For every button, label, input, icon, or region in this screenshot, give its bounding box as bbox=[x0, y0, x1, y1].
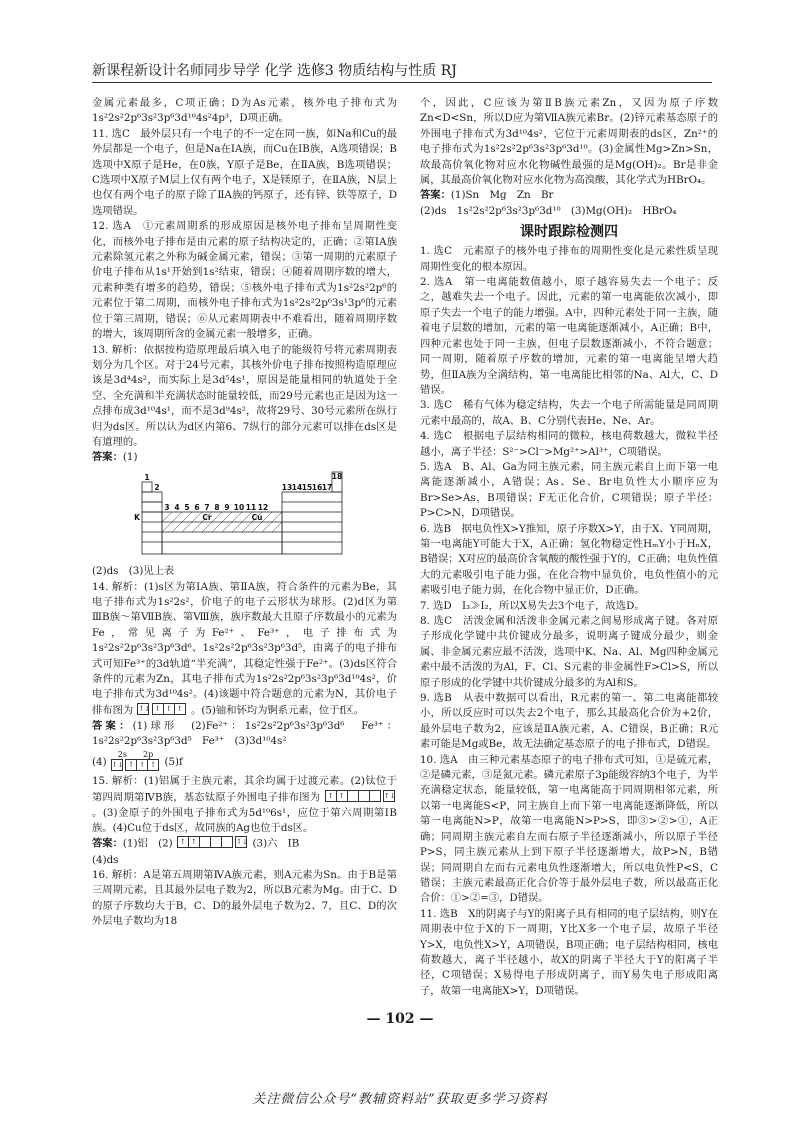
group-number: 11 bbox=[245, 502, 257, 512]
orbital-diagram-N-answer bbox=[112, 750, 159, 774]
answer-text: 。(3)金原子的外围电子排布式为5d¹⁰6s¹，应位于第六周期第ⅠB族。(4)Cu位于ds区，故同族的Ag也位于ds区。 bbox=[92, 806, 397, 835]
answer-13-parts: (2)ds (3)见上表 bbox=[92, 565, 175, 578]
orbital-box-2p: ↑ bbox=[125, 759, 137, 771]
answer-part: (1)球形 (2)Fe²⁺：1s²2s²2p⁶3s²3p⁶3d⁶ Fe³⁺：1s²2s²2p⁶3s²3p⁶3d⁵ Fe³⁺ (3)3d¹⁰4s² bbox=[92, 719, 397, 748]
orbital-box-3d: ↑ bbox=[336, 790, 348, 802]
answer-label: 答案： bbox=[92, 838, 123, 851]
question-8: 8. 选C 活泼金属和活泼非金属元素之间易形成离子键。各对原子形成化学键中共价键成分最多，说明离子键成分最少，则金属、非金属元素应最不活泼，选项中K、Na、Al、Mg四种金属元素中最不活泼的为Al，F、Cl、S元素的非金属性F>Cl>S，所以原子形成的化学键中共价键成分最多的为Al和S。 bbox=[420, 615, 718, 689]
answer-16: 16. 解析：A是第五周期第ⅣA族元素，则A元素为Sn。由于B是第三周期元素，且其最外层电子数为2，所以B元素为Mg。由于C、D的原子序数均大于B，C、D的最外层电子数为2、7，且C、D的次外层电子数均为18 bbox=[92, 868, 397, 928]
footer-watermark: 关注微信公众号“教辅资料站”获取更多学习资料 bbox=[252, 1092, 548, 1107]
group-number: 3 bbox=[164, 502, 170, 512]
table-cell bbox=[142, 482, 152, 492]
answer-part: (5)f bbox=[164, 755, 183, 768]
table-cell bbox=[142, 502, 162, 512]
answer-part: (1) bbox=[122, 451, 138, 464]
question-2: 2. 选A 第一电离能数值越小，原子越容易失去一个电子；反之，越难失去一个电子。因此，元素的第一电离能依次减小，即原子失去一个电子的能力增强。A中，四种元素处于同一主族，随着电子层数的增加，元素的第一电离能逐渐减小，A正确；B中，四种元素也处于同一主族，但电子层数逐渐减小，不符合题意；同一周期，随着原子序数的增加，元素的第一电离能呈增大趋势，但ⅡA族为全满结构，第一电离能比相邻的Na、Al大，C、D错误。 bbox=[420, 276, 718, 396]
question-9: 9. 选B 从表中数据可以看出，R元素的第一、第二电离能都较小，所以反应时可以失去2个电子，那么其最高化合价为+2价，最外层电子数为2，应该是ⅡA族元素，A、C错误，B正确；R元素可能是Mg或Be，故无法确定基态原子的电子排布式，D错误。 bbox=[420, 692, 718, 751]
element-label: Cr bbox=[202, 512, 212, 522]
answer-15 bbox=[92, 774, 397, 836]
table-cell bbox=[282, 492, 342, 554]
answer-text: 14. 解析：(1)s区为第ⅠA族、第ⅡA族，符合条件的元素为Be，其电子排布式为1s²2s²，价电子的电子云形状为球形。(2)d区为第ⅢB族～第ⅦB族、第Ⅷ族，族序数最大且原子序数最小的元素为Fe，常见离子为Fe²⁺、Fe³⁺，电子排布式为1s²2s²2p⁶3s²3p⁶3d⁶、1s²2s²2p⁶3s²3p⁶3d⁵，由离子的电子排布式可知Fe³⁺的3d轨道“半充满”，其稳定性强于Fe²⁺。(3)ds区符合条件的元素为Zn，其电子排布式为1s²2s²2p⁶3s²3p⁶3d¹⁰4s²，价电子排布式为3d¹⁰4s²。(4)该题中符合题意的元素为N，其价电子排布图为 bbox=[92, 580, 397, 717]
group-number: 7 bbox=[204, 502, 210, 512]
question-11: 11. 选B X的阴离子与Y的阳离子具有相同的电子层结构，则Y在周期表中位于X的下一周期，Y比X多一个电子层，故原子半径Y>X，电负性X>Y，A项错误，B项正确；电子层结构相同，核电荷数越大，离子半径越小，故X的阴离子半径大于Y的阳离子半径，C项错误；X易得电子形成阴离子，而Y易失电子形成阳离子，故第一电离能X>Y，D项错误。 bbox=[420, 907, 718, 997]
group-number: 1 bbox=[144, 472, 150, 482]
answer-14-result-2 bbox=[92, 750, 397, 774]
paragraph: 金属元素最多，C项正确；D为As元素，核外电子排布式为1s²2s²2p⁶3s²3p⁶3d¹⁰4s²4p³，D项正确。 bbox=[92, 97, 397, 125]
orbital-diagram-Ti-answer bbox=[178, 836, 247, 851]
group-number: 15 bbox=[301, 482, 313, 492]
answer-16-continued: 个，因此，C应该为第ⅡB族元素Zn，又因为原子序数Zn<D<Sn，所以D应为第ⅦA族元素Br。(2)锌元素基态原子的外围电子排布式为3d¹⁰4s²，它位于元素周期表的ds区，Zn²⁺的电子排布式为1s²2s²2p⁶3s²3p⁶3d¹⁰。(3)金属性Mg>Zn>Sn，故最高价氧化物对应水化物碱性最强的是Mg(OH)₂。Br是非金属，其最高价氧化物对应水化物为高溴酸，其化学式为HBrO₄。 bbox=[420, 97, 718, 187]
group-number: 18 bbox=[331, 471, 343, 481]
answer-12: 12. 选A ①元素周期系的形成原因是核外电子排布呈周期性变化，而核外电子排布是由元素的原子结构决定的，正确；②第ⅠA族元素除氢元素之外称为碱金属元素，错误；③第一周期的元素原子价电子排布从1s¹开始到1s²结束，错误；④随着周期序数的增大，元素种类有增多的趋势，错误；⑤核外电子排布式为1s²2s²2p⁶的元素位于第二周期，而核外电子排布式为1s²2s²2p⁶3s¹3p⁶的元素位于第三周期，错误；⑥从元素周期表中不难看出，随着周期序数的增大，该周期所含的金属元素一般增多，正确。 bbox=[92, 220, 397, 341]
answer-16-result-2: (2)ds 1s²2s²2p⁶3s²3p⁶3d¹⁰ (3)Mg(OH)₂ HBrO₄ bbox=[420, 204, 677, 217]
running-header: 新课程新设计名师同步导学 化学 选修3 物质结构与性质 RJ bbox=[92, 60, 712, 83]
answer-label: 答案： bbox=[92, 719, 133, 732]
group-number: 4 bbox=[174, 502, 180, 512]
question-5: 5. 选A B、Al、Ga为同主族元素，同主族元素自上而下第一电离能逐渐减小，A错误；As、Se、Br电负性大小顺序应为Br>Se>As，B项错误；F无正化合价，C项错误；原子半径：P>C>N，D项错误。 bbox=[420, 460, 718, 520]
answer-part: (3)六 ⅠB bbox=[252, 838, 300, 851]
orbital-box-2s: ↑↓ bbox=[138, 704, 151, 713]
orbital-box-3d: ↑ bbox=[325, 790, 337, 802]
element-label: Cu bbox=[251, 512, 263, 522]
orbital-box-3d: ↑ bbox=[188, 836, 200, 848]
group-number: 16 bbox=[311, 482, 323, 492]
periodic-table-sketch bbox=[132, 470, 352, 556]
question-10: 10. 选A 由三种元素基态原子的电子排布式可知，①是硫元素，②是磷元素，③是氮元素。磷元素原子3p能级容纳3个电子，为半充满稳定状态，能量较低，第一电离能高于同周期相邻元素，所以第一电离能S<P，同主族自上而下第一电离能逐渐降低，所以第一电离能N>P，故第一电离能N>P>S，即③>②>①，A正确；同周期主族元素自左而右原子半径逐渐减小，所以原子半径P>S，同主族元素从上到下原子半径逐渐增大，故P>N，B错误；同周期自左而右元素电负性逐渐增大，所以电负性P<S，C错误；主族元素最高正化合价等于最外层电子数，所以最高正化合价：①>②=③，D错误。 bbox=[420, 753, 718, 905]
row-label: K bbox=[134, 512, 140, 522]
question-4: 4. 选C 根据电子层结构相同的微粒，核电荷数越大，微粒半径越小，离子半径：S²⁻>Cl⁻>Mg²⁺>Al³⁺，C项错误。 bbox=[420, 430, 718, 458]
answer-part: (4) bbox=[92, 755, 107, 768]
group-number: 6 bbox=[194, 502, 200, 512]
question-1: 1. 选C 元素原子的核外电子排布的周期性变化是元素性质呈现周期性变化的根本原因。 bbox=[420, 245, 718, 273]
page-number: — 102 — bbox=[366, 1011, 434, 1027]
group-number: 13 bbox=[281, 482, 293, 492]
group-number: 9 bbox=[224, 502, 230, 512]
orbital-label: 2s 2p bbox=[117, 749, 154, 759]
group-number: 14 bbox=[291, 482, 303, 492]
answer-label: 答案： bbox=[92, 451, 123, 464]
answer-part: (1)Sn Mg Zn Br bbox=[450, 189, 554, 202]
answer-15-part4: (4)ds bbox=[92, 853, 119, 866]
table-cell bbox=[142, 512, 162, 554]
answer-13: 13. 解析：依据按构造原理最后填入电子的能级符号将元素周期表划分为几个区。对于24号元素，其核外价电子排布按照构造原理应该是3d⁴4s²，而实际上是3d⁵4s¹，原因是能量相同的轨道处于全空、全充满和半充满状态时能量较低，而29号元素也正是因为这一点排布成3d¹⁰4s¹，而不是3d⁹4s²，故将29号、30号元素所在纵行归为ds区。所以认为d区内第6、7纵行的部分元素可以排在ds区是有道理的。 bbox=[92, 343, 397, 448]
answer-13-result bbox=[92, 450, 397, 465]
orbital-box-4s: ↑↓ bbox=[236, 838, 248, 847]
right-column bbox=[420, 96, 718, 999]
group-number: 8 bbox=[214, 502, 220, 512]
group-number: 5 bbox=[184, 502, 190, 512]
orbital-box-3d bbox=[369, 790, 381, 802]
left-column bbox=[92, 96, 397, 930]
answer-14-result bbox=[92, 719, 397, 750]
answer-label: 答案： bbox=[420, 189, 451, 202]
orbital-box-4s: ↑↓ bbox=[384, 791, 396, 800]
group-number: 10 bbox=[233, 502, 245, 512]
orbital-box-2p: ↑ bbox=[136, 759, 148, 771]
group-number: 2 bbox=[154, 482, 160, 492]
orbital-box-2p: ↑ bbox=[152, 703, 164, 715]
answer-text: 15. 解析：(1)铝属于主族元素，其余均属于过渡元素。(2)钛位于第四周期第ⅣB族，基态钛原子外围电子排布图为 bbox=[92, 775, 397, 804]
orbital-box-3d: ↑ bbox=[177, 836, 189, 848]
group-number: 12 bbox=[257, 502, 269, 512]
question-6: 6. 选B 据电负性X>Y推知，原子序数X>Y，由于X、Y同周期，第一电离能Y可能大于X，A正确；氢化物稳定性HₘY小于HₙX，B错误；X对应的最高价含氧酸的酸性强于Y的，C正确；电负性值大的元素吸引电子能力强，在化合物中显负价，电负性值小的元素吸引电子能力弱，在化合物中显正价，D正确。 bbox=[420, 522, 718, 597]
orbital-box-2p: ↑ bbox=[163, 703, 175, 715]
table-cell bbox=[162, 512, 282, 554]
answer-15-result bbox=[92, 836, 397, 852]
answer-text: 。(5)铀和钚均为锕系元素，位于f区。 bbox=[191, 704, 364, 717]
question-7: 7. 选D I₃≫I₂，所以X易失去3个电子，故选D。 bbox=[420, 599, 645, 612]
orbital-box-3d bbox=[221, 836, 233, 848]
table-cell bbox=[142, 492, 162, 502]
answer-11: 11. 选C 最外层只有一个电子的不一定在同一族，如Na和Cu的最外层都是一个电子，但是Na在ⅠA族，而Cu在ⅠB族，A选项错误；B选项中X原子是He，在0族，Y原子是Be，在ⅡA族，B选项错误；C选项中X原子M层上仅有两个电子，X是镁原子，在ⅡA族，N层上也仅有两个电子的原子除了ⅡA族的钙原子，还有锌、铁等原子，D选项错误。 bbox=[92, 127, 397, 217]
section-title: 课时跟踪检测四 bbox=[520, 224, 618, 241]
answer-16-result bbox=[420, 188, 718, 203]
group-number: 17 bbox=[321, 482, 333, 492]
orbital-box-2s: ↑↓ bbox=[111, 760, 124, 769]
answer-14 bbox=[92, 580, 397, 719]
question-3: 3. 选C 稀有气体为稳定结构，失去一个电子所需能量是同周期元素中最高的，故A、B、C分别代表He、Ne、Ar。 bbox=[420, 399, 718, 427]
orbital-box-2p: ↑ bbox=[174, 703, 186, 715]
answer-part: (1)铝 (2) bbox=[122, 838, 173, 851]
orbital-diagram-N bbox=[138, 703, 185, 718]
orbital-box-2p: ↑ bbox=[147, 759, 159, 771]
orbital-diagram-Ti bbox=[326, 790, 395, 805]
